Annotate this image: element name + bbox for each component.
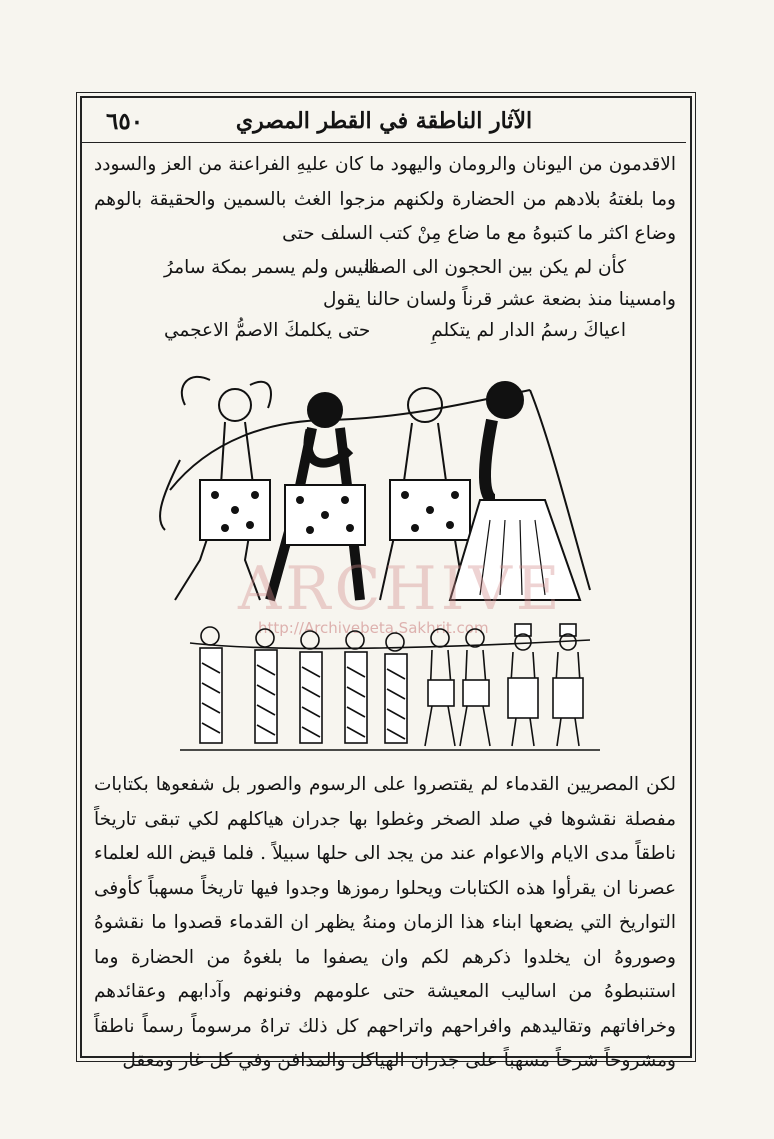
bridge-line — [94, 283, 676, 318]
verse-2-first-hemistich: اعياكَ رسمُ الدار لم يتكلمِ — [431, 320, 626, 341]
verse-1 — [94, 252, 676, 284]
verse-1-first-hemistich: كأن لم يكن بين الحجون الى الصفا — [364, 257, 626, 278]
page-number: ٦٥٠ — [106, 108, 144, 135]
running-header — [82, 100, 686, 143]
verse-2 — [94, 315, 676, 347]
archive-watermark: ARCHIVE — [238, 554, 564, 624]
intro-text: الاقدمون من اليونان والرومان واليهود ما كان عليهِ الفراعنة من العز والسودد وما بلغتهُ بلادهم من الحضارة ولكنهم مزجوا الغث بالسمين والحقيقة بالوهم وضاع اكثر ما كتبوهُ مع ما ضاع مِنْ كتب السلف حتى — [94, 154, 676, 244]
body-paragraph — [94, 768, 676, 1079]
body-text: لكن المصريين القدماء لم يقتصروا على الرسوم والصور بل شفعوها بكتابات مفصلة نقشوها في صلد الصخر وغطوا بها جدران هياكلهم لكي تبقى تاريخاً ناطقاً مدى الايام والاعوام عند من يجد الى حلها سبيلاً . فلما قيض الله لعلماء عصرنا ان يقرأوا هذه الكتابات ويحلوا رموزها وجدوا فيها تاريخاً مسهباً كأوفى التواريخ التي يضعها ابناء هذا الزمان ومنهُ يظهر ان القدماء قصدوا ما نقشوهُ وصوروهُ ان يخلدوا ذكرهم لكم وان يصفوا ما بلغوهُ من الحضارة وما استنبطوهُ من اساليب المعيشة حتى علومهم وفنونهم وآدابهم وعقائدهم وخرافاتهم وتقاليدهم وافراحهم واتراحهم كل ذلك تراهُ مرسوماً رسماً ناطقاً ومشروحاً شرحاً مسهباً على جدران الهياكل والمدافن وفي كل غار ومعقل — [94, 774, 676, 1071]
verse-1-second-hemistich: انيس ولم يسمر بمكة سامرُ — [164, 257, 374, 278]
verse-2-second-hemistich: حتى يكلمكَ الاصمُّ الاعجمي — [164, 320, 371, 341]
prisoners-row-illustration — [180, 618, 600, 758]
intro-paragraph — [94, 148, 676, 252]
running-title: الآثار الناطقة في القطر المصري — [235, 108, 533, 134]
bridge-text: وامسينا منذ بضعة عشر قرناً ولسان حالنا يقول — [322, 289, 676, 310]
archive-watermark-url: http://Archivebeta.Sakhrit.com — [258, 619, 489, 637]
